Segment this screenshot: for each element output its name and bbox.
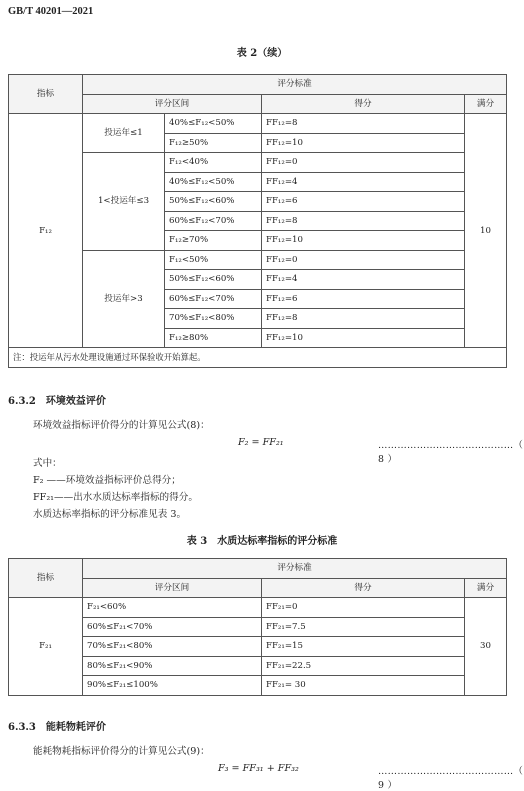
range-cell: F₂₁<60% [83, 598, 262, 618]
header-indicator: 指标 [9, 75, 83, 114]
table2-note: 注：投运年从污水处理设施通过环保验收开始算起。 [9, 348, 507, 368]
section-6-3-3-intro: 能耗物耗指标评价得分的计算见公式(9)： [33, 746, 210, 757]
score-cell: FF₁₂=10 [262, 231, 465, 251]
table2 [8, 74, 507, 368]
score-cell: FF₁₂=8 [262, 309, 465, 329]
group-label: 投运年≤1 [83, 114, 165, 153]
score-cell: FF₁₂=8 [262, 114, 465, 134]
definition-f2: F₂ ——环境效益指标评价总得分； [33, 475, 181, 486]
formula-9-number: ……………………………………（ 9 ） [378, 766, 524, 791]
score-cell: FF₁₂=10 [262, 133, 465, 153]
range-cell: F₁₂≥50% [165, 133, 262, 153]
range-cell: F₁₂≥80% [165, 328, 262, 348]
table2-subheader-row [9, 94, 507, 114]
table3-caption: 表 3 水质达标率指标的评分标准 [186, 536, 338, 547]
table-row [9, 250, 507, 270]
table-row [9, 153, 507, 173]
score-cell: FF₁₂=0 [262, 153, 465, 173]
range-cell: 80%≤F₂₁<90% [83, 656, 262, 676]
full-score-cell: 30 [465, 598, 507, 696]
range-cell: 60%≤F₂₁<70% [83, 617, 262, 637]
formula-8-number: ……………………………………（ 8 ） [378, 440, 524, 465]
table3-subheader-row [9, 578, 507, 598]
table2-header-row [9, 75, 507, 95]
range-cell: F₁₂<50% [165, 250, 262, 270]
score-cell: FF₁₂=6 [262, 192, 465, 212]
header-range: 评分区间 [83, 94, 262, 114]
indicator-cell: F₁₂ [9, 114, 83, 348]
table-row [9, 676, 507, 696]
score-cell: FF₂₁=22.5 [262, 656, 465, 676]
range-cell: 90%≤F₂₁≤100% [83, 676, 262, 696]
header-score: 得分 [262, 94, 465, 114]
header-standard: 评分标准 [83, 75, 507, 95]
range-cell: 70%≤F₁₂<80% [165, 309, 262, 329]
group-label: 投运年>3 [83, 250, 165, 348]
range-cell: 50%≤F₁₂<60% [165, 270, 262, 290]
where-label: 式中： [33, 458, 62, 469]
header-range: 评分区间 [83, 578, 262, 598]
score-cell: FF₁₂=0 [262, 250, 465, 270]
header-full: 满分 [465, 578, 507, 598]
range-cell: 40%≤F₁₂<50% [165, 172, 262, 192]
score-cell: FF₂₁=15 [262, 637, 465, 657]
range-cell: 60%≤F₁₂<70% [165, 211, 262, 231]
range-cell: 50%≤F₁₂<60% [165, 192, 262, 212]
score-cell: FF₁₂=10 [262, 328, 465, 348]
full-score-cell: 10 [465, 114, 507, 348]
table2-caption: 表 2（续） [236, 48, 288, 59]
table-row [9, 598, 507, 618]
score-cell: FF₁₂=4 [262, 172, 465, 192]
table-row [9, 637, 507, 657]
formula-9: F₃ = FF₃₁ + FF₃₂ [218, 763, 299, 774]
score-cell: FF₂₁= 30 [262, 676, 465, 696]
standard-code: GB/T 40201—2021 [8, 6, 94, 17]
section-6-3-2-heading: 6.3.2 环境效益评价 [8, 396, 106, 407]
table-row [9, 656, 507, 676]
indicator-cell: F₂₁ [9, 598, 83, 696]
range-cell: F₁₂≥70% [165, 231, 262, 251]
group-label: 1<投运年≤3 [83, 153, 165, 251]
table3-header-row [9, 559, 507, 579]
score-cell: FF₂₁=7.5 [262, 617, 465, 637]
score-cell: FF₁₂=8 [262, 211, 465, 231]
score-cell: FF₁₂=4 [262, 270, 465, 290]
header-indicator: 指标 [9, 559, 83, 598]
table-row [9, 114, 507, 134]
range-cell: 70%≤F₂₁<80% [83, 637, 262, 657]
range-cell: 60%≤F₁₂<70% [165, 289, 262, 309]
table3 [8, 558, 507, 696]
header-full: 满分 [465, 94, 507, 114]
table3-reference: 水质达标率指标的评分标准见表 3。 [33, 509, 187, 520]
section-6-3-3-heading: 6.3.3 能耗物耗评价 [8, 722, 106, 733]
range-cell: F₁₂<40% [165, 153, 262, 173]
table2-note-row [9, 348, 507, 368]
table-row [9, 617, 507, 637]
header-standard: 评分标准 [83, 559, 507, 579]
score-cell: FF₂₁=0 [262, 598, 465, 618]
header-score: 得分 [262, 578, 465, 598]
section-6-3-2-intro: 环境效益指标评价得分的计算见公式(8)： [33, 420, 210, 431]
score-cell: FF₁₂=6 [262, 289, 465, 309]
formula-8: F₂ = FF₂₁ [238, 437, 284, 448]
range-cell: 40%≤F₁₂<50% [165, 114, 262, 134]
definition-ff21: FF₂₁——出水水质达标率指标的得分。 [33, 492, 198, 503]
